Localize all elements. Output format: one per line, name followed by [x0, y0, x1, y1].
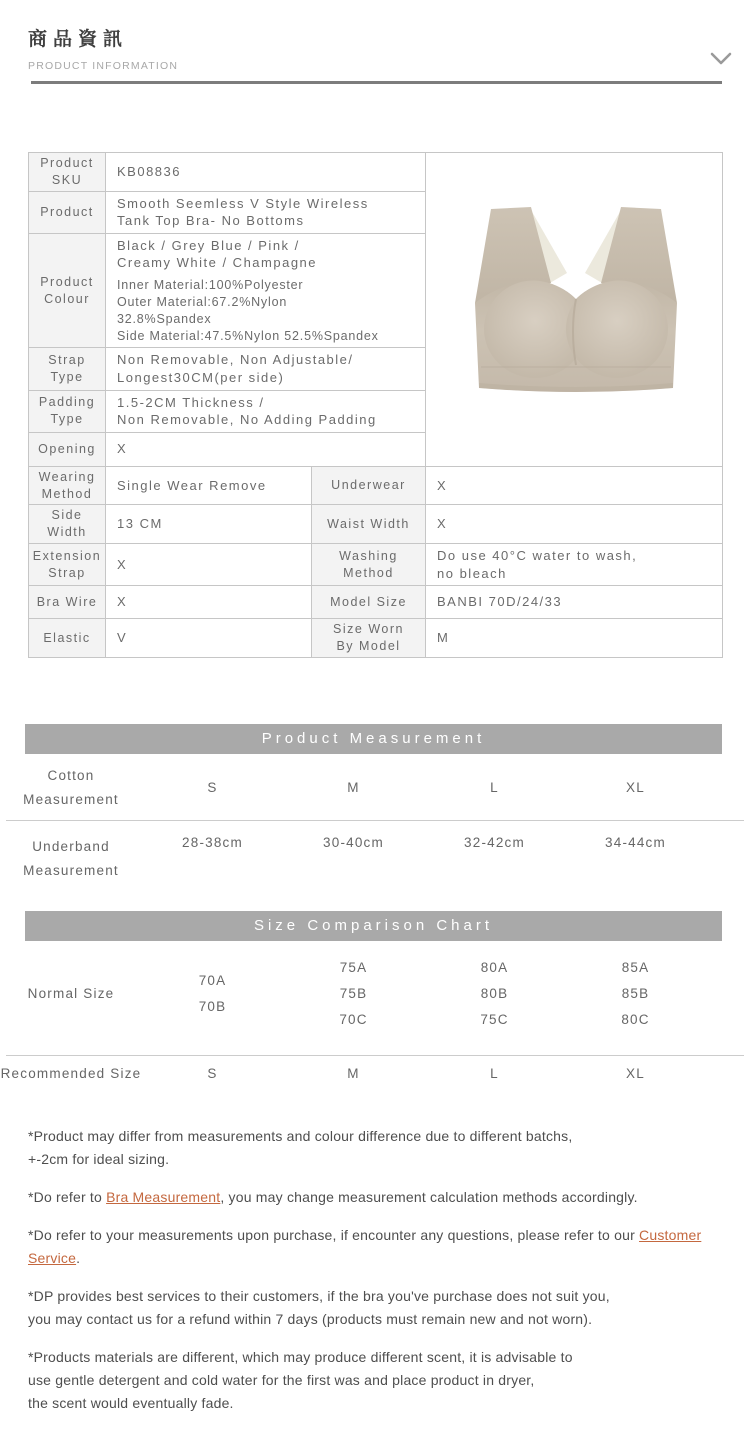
- spec-label-underwear: Underwear: [312, 466, 426, 505]
- product-measurement-banner: Product Measurement: [25, 724, 722, 754]
- note-refund-policy: *DP provides best services to their customers, if the bra you've purchase does not suit you, you may contact us for a refund within 7 days (products must remain new and not worn).: [28, 1287, 610, 1327]
- recommended-size-l: L: [490, 1065, 499, 1081]
- underband-value-xl: 34-44cm: [605, 834, 666, 850]
- page-title: 商品資訊: [28, 29, 129, 50]
- spec-label-wearing-method: Wearing Method: [29, 466, 106, 505]
- note-material-scent: *Products materials are different, which may produce different scent, it is advisable to use gentle detergent and cold water for the first was and place product in dryer, the scent would eventually fade.: [28, 1348, 573, 1411]
- spec-value-size-worn: M: [426, 619, 723, 658]
- spec-label-model-size: Model Size: [312, 586, 426, 619]
- spec-value-wearing-method: Single Wear Remove: [106, 466, 312, 505]
- recommended-size-xl: XL: [626, 1065, 645, 1081]
- table-row: [29, 586, 723, 619]
- material-composition: Inner Material:100%Polyester Outer Material:67.2%Nylon 32.8%Spandex Side Material:47.5%Nylon 52.5%Spandex: [117, 277, 379, 343]
- customer-service-link[interactable]: Customer Service: [28, 1226, 702, 1266]
- spec-value-side-width: 13 CM: [106, 505, 312, 544]
- recommended-size-s: S: [207, 1065, 218, 1081]
- spec-label-opening: Opening: [29, 432, 106, 466]
- chevron-down-icon[interactable]: [710, 52, 732, 66]
- spec-label-sku: Product SKU: [29, 153, 106, 192]
- spec-label-side-width: Side Width: [29, 505, 106, 544]
- table-row: [29, 544, 723, 586]
- normal-size-label: Normal Size: [27, 986, 115, 1002]
- underband-row-label: Underband Measurement: [23, 838, 119, 878]
- underband-row: [0, 821, 706, 901]
- size-comparison-banner: Size Comparison Chart: [25, 911, 722, 941]
- spec-label-product: Product: [29, 191, 106, 233]
- table-row: [29, 153, 723, 192]
- spec-label-elastic: Elastic: [29, 619, 106, 658]
- note-customer-service: *Do refer to your measurements upon purchase, if encounter any questions, please refer to our Customer Service.: [28, 1226, 702, 1266]
- recommended-size-m: M: [347, 1065, 360, 1081]
- spec-label-washing-method: Washing Method: [312, 544, 426, 586]
- underband-value-s: 28-38cm: [182, 834, 243, 850]
- spec-value-waist-width: X: [426, 505, 723, 544]
- spec-value-padding-type: 1.5-2CM Thickness / Non Removable, No Adding Padding: [106, 390, 426, 432]
- underband-value-l: 32-42cm: [464, 834, 525, 850]
- measurement-header-row: [0, 754, 706, 820]
- spec-value-colour: [106, 233, 426, 348]
- colour-options: Black / Grey Blue / Pink / Creamy White / Champagne: [117, 237, 318, 271]
- normal-size-col-l: 80A 80B 75C: [480, 959, 509, 1027]
- normal-size-col-m: 75A 75B 70C: [339, 959, 368, 1027]
- spec-value-sku: KB08836: [106, 153, 426, 192]
- spec-value-extension-strap: X: [106, 544, 312, 586]
- spec-value-bra-wire: X: [106, 586, 312, 619]
- size-col-m: M: [347, 780, 360, 796]
- table-row: [29, 466, 723, 505]
- spec-value-underwear: X: [426, 466, 723, 505]
- spec-label-padding-type: Padding Type: [29, 390, 106, 432]
- normal-size-col-s: 70A 70B: [198, 972, 227, 1014]
- product-spec-table: [28, 152, 723, 658]
- note-bra-measurement: *Do refer to Bra Measurement, you may change measurement calculation methods accordingly.: [28, 1188, 638, 1205]
- measurement-row-label: Cotton Measurement: [23, 767, 119, 807]
- underband-value-m: 30-40cm: [323, 834, 384, 850]
- spec-value-washing-method: Do use 40°C water to wash, no bleach: [426, 544, 723, 586]
- table-row: [29, 619, 723, 658]
- spec-label-bra-wire: Bra Wire: [29, 586, 106, 619]
- spec-label-extension-strap: Extension Strap: [29, 544, 106, 586]
- size-col-l: L: [490, 780, 499, 796]
- spec-value-strap-type: Non Removable, Non Adjustable/ Longest30CM(per side): [106, 348, 426, 390]
- normal-size-col-xl: 85A 85B 80C: [621, 959, 650, 1027]
- spec-label-waist-width: Waist Width: [312, 505, 426, 544]
- table-row: [29, 505, 723, 544]
- spec-value-opening: X: [106, 432, 426, 466]
- spec-label-colour: Product Colour: [29, 233, 106, 348]
- spec-value-model-size: BANBI 70D/24/33: [426, 586, 723, 619]
- size-col-s: S: [207, 780, 218, 796]
- note-batch-difference: *Product may differ from measurements and colour difference due to different batchs, +-2cm for ideal sizing.: [28, 1127, 573, 1167]
- footnotes: [28, 1125, 722, 1415]
- spec-value-elastic: V: [106, 619, 312, 658]
- section-header: [0, 0, 750, 84]
- page-subtitle: PRODUCT INFORMATION: [28, 60, 179, 72]
- bra-measurement-link[interactable]: Bra Measurement: [106, 1188, 221, 1205]
- recommended-size-row: [0, 1056, 706, 1095]
- spec-label-strap-type: Strap Type: [29, 348, 106, 390]
- bra-product-illustration: [426, 159, 722, 455]
- normal-size-row: [0, 941, 706, 1055]
- header-divider: [31, 81, 722, 84]
- size-col-xl: XL: [626, 780, 645, 796]
- product-image: [426, 153, 723, 467]
- spec-value-product: Smooth Seemless V Style Wireless Tank Top Bra- No Bottoms: [106, 191, 426, 233]
- spec-label-size-worn: Size Worn By Model: [312, 619, 426, 658]
- recommended-size-label: Recommended Size: [0, 1065, 142, 1081]
